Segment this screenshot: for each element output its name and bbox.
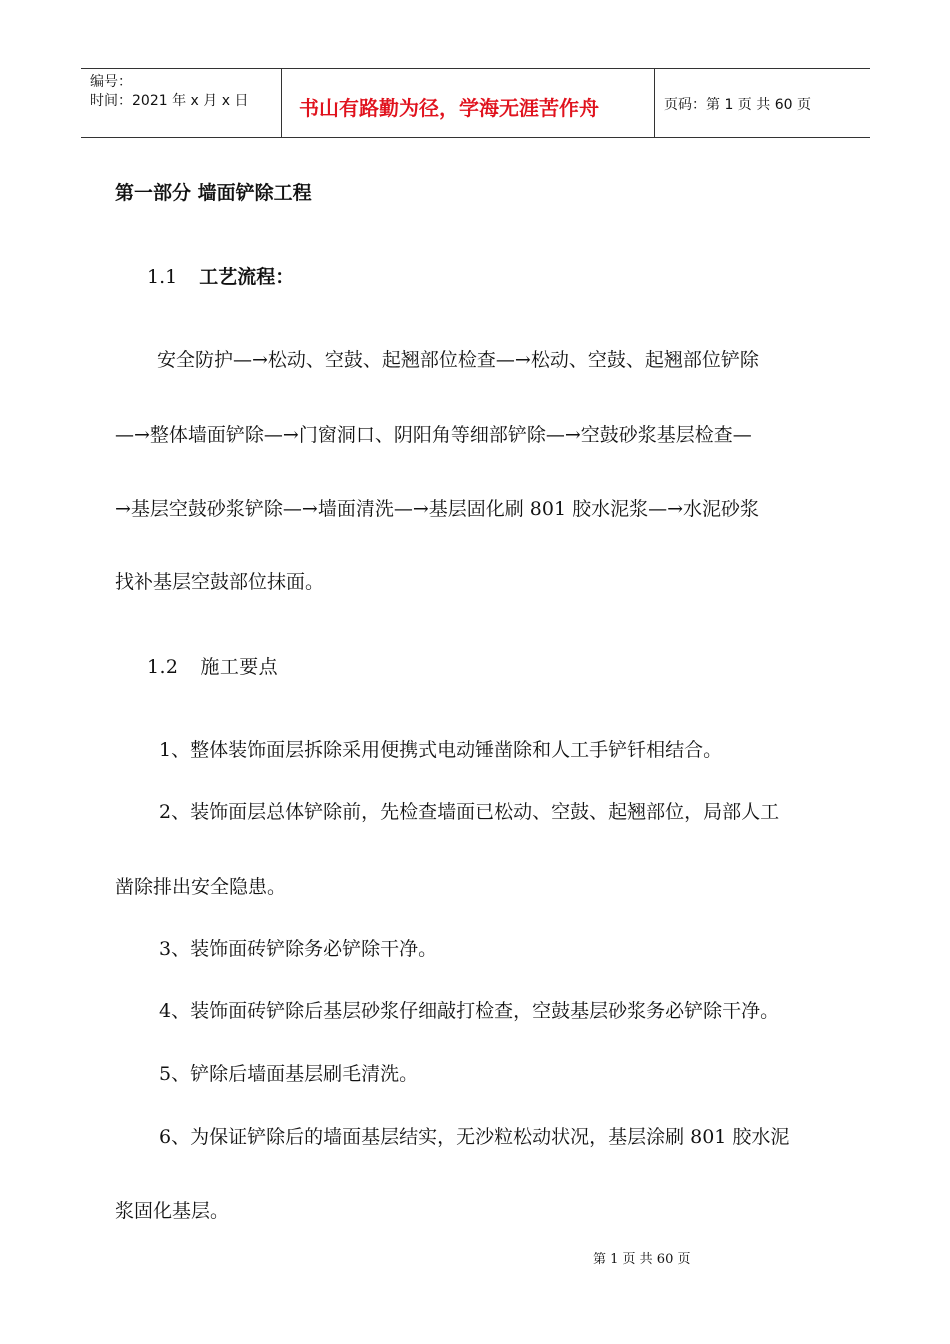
subsection-heading <box>147 262 294 289</box>
point-line: 6、为保证铲除后的墙面基层结实，无沙粒松动状况，基层涂刷 801 胶水泥 <box>159 1126 790 1148</box>
subsection-title: 施工要点 <box>200 656 279 678</box>
process-line: 安全防护—→松动、空鼓、起翘部位检查—→松动、空鼓、起翘部位铲除 <box>157 349 759 371</box>
page-footer: 第 1 页 共 60 页 <box>593 1252 691 1267</box>
header-divider <box>654 69 655 137</box>
document-date: 时间：2021 年 x 月 x 日 <box>90 93 249 109</box>
process-line: —→整体墙面铲除—→门窗洞口、阴阳角等细部铲除—→空鼓砂浆基层检查— <box>115 424 752 446</box>
point-line: 凿除排出安全隐患。 <box>115 876 287 898</box>
subsection-title: 工艺流程： <box>199 266 295 288</box>
process-line: →基层空鼓砂浆铲除—→墙面清洗—→基层固化刷 801 胶水泥浆—→水泥砂浆 <box>115 498 760 520</box>
point-line: 4、装饰面砖铲除后基层砂浆仔细敲打检查，空鼓基层砂浆务必铲除干净。 <box>159 1000 780 1022</box>
point-line: 浆固化基层。 <box>115 1200 230 1222</box>
subsection-number: 1.2 <box>147 656 179 678</box>
point-line: 2、装饰面层总体铲除前，先检查墙面已松动、空鼓、起翘部位，局部人工 <box>159 801 780 823</box>
point-line: 5、铲除后墙面基层刷毛清洗。 <box>159 1063 419 1085</box>
point-line: 1、整体装饰面层拆除采用便携式电动锤凿除和人工手铲钎相结合。 <box>159 739 723 761</box>
process-line: 找补基层空鼓部位抹面。 <box>115 571 325 593</box>
section-title: 第一部分 墙面铲除工程 <box>115 182 312 204</box>
header-page-info: 页码：第 1 页 共 60 页 <box>664 97 811 113</box>
subsection-number: 1.1 <box>147 266 178 288</box>
header-divider <box>281 69 282 137</box>
point-line: 3、装饰面砖铲除务必铲除干净。 <box>159 938 438 960</box>
subsection-heading <box>147 652 278 679</box>
header-motto: 书山有路勤为径，学海无涯苦作舟 <box>299 96 599 120</box>
document-number-label: 编号： <box>90 74 132 90</box>
